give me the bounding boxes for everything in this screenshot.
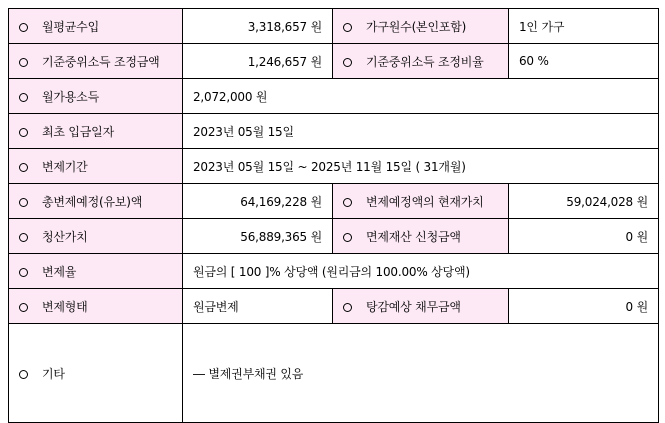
table-row [9,324,659,423]
median-income-ratio-value: 60 % [509,44,659,79]
other-label: 기타 [42,366,65,381]
circle-bullet-icon [19,370,28,379]
circle-bullet-icon [19,233,28,242]
table-row [9,254,659,289]
repayment-rate-label-cell [9,254,183,289]
table-row [9,289,659,324]
circle-bullet-icon [19,58,28,67]
liquidation-value-label-cell [9,219,183,254]
first-deposit-date-label: 최초 입금일자 [42,124,114,139]
repayment-period-label: 변제기간 [42,159,88,174]
circle-bullet-icon [19,128,28,137]
circle-bullet-icon [343,58,352,67]
liquidation-value-value: 56,889,365 원 [183,219,333,254]
repayment-period-label-cell [9,149,183,184]
present-value-label: 변제예정액의 현재가치 [366,194,484,209]
repayment-type-label-cell [9,289,183,324]
table-row [9,79,659,114]
repayment-type-label: 변제형태 [42,299,88,314]
total-repayment-label: 총변제예정(유보)액 [42,194,143,209]
circle-bullet-icon [343,233,352,242]
circle-bullet-icon [19,198,28,207]
median-income-ratio-label: 기준중위소득 조정비율 [366,54,484,69]
table-row [9,9,659,44]
table-row [9,44,659,79]
repayment-rate-value: 원금의 [ 100 ]% 상당액 (원리금의 100.00% 상당액) [183,254,659,289]
table-row [9,149,659,184]
household-size-value: 1인 가구 [509,9,659,44]
disposable-income-value: 2,072,000 원 [183,79,659,114]
expected-forgiveness-value: 0 원 [509,289,659,324]
disposable-income-label-cell [9,79,183,114]
circle-bullet-icon [343,303,352,312]
exempt-property-value: 0 원 [509,219,659,254]
table-row [9,184,659,219]
table-row [9,114,659,149]
total-repayment-value: 64,169,228 원 [183,184,333,219]
expected-forgiveness-label: 탕감예상 채무금액 [366,299,461,314]
repayment-period-value: 2023년 05월 15일 ~ 2025년 11월 15일 ( 31개월) [183,149,659,184]
first-deposit-date-value: 2023년 05월 15일 [183,114,659,149]
household-size-label-cell [333,9,509,44]
repayment-summary-table [8,8,659,423]
circle-bullet-icon [343,23,352,32]
median-income-amount-value: 1,246,657 원 [183,44,333,79]
circle-bullet-icon [19,268,28,277]
median-income-amount-label-cell [9,44,183,79]
median-income-ratio-label-cell [333,44,509,79]
monthly-income-label: 월평균수입 [42,19,99,34]
expected-forgiveness-label-cell [333,289,509,324]
disposable-income-label: 월가용소득 [42,89,99,104]
circle-bullet-icon [19,163,28,172]
circle-bullet-icon [19,303,28,312]
circle-bullet-icon [19,93,28,102]
present-value-label-cell [333,184,509,219]
monthly-income-label-cell [9,9,183,44]
monthly-income-value: 3,318,657 원 [183,9,333,44]
liquidation-value-label: 청산가치 [42,229,88,244]
repayment-rate-label: 변제율 [42,264,77,279]
household-size-label: 가구원수(본인포함) [366,19,467,34]
other-label-cell [9,324,183,423]
repayment-type-value: 원금변제 [183,289,333,324]
circle-bullet-icon [343,198,352,207]
total-repayment-label-cell [9,184,183,219]
present-value-value: 59,024,028 원 [509,184,659,219]
median-income-amount-label: 기준중위소득 조정금액 [42,54,160,69]
first-deposit-date-label-cell [9,114,183,149]
table-row [9,219,659,254]
exempt-property-label-cell [333,219,509,254]
exempt-property-label: 면제재산 신청금액 [366,229,461,244]
circle-bullet-icon [19,23,28,32]
other-value: ― 별제권부채권 있음 [183,324,659,423]
